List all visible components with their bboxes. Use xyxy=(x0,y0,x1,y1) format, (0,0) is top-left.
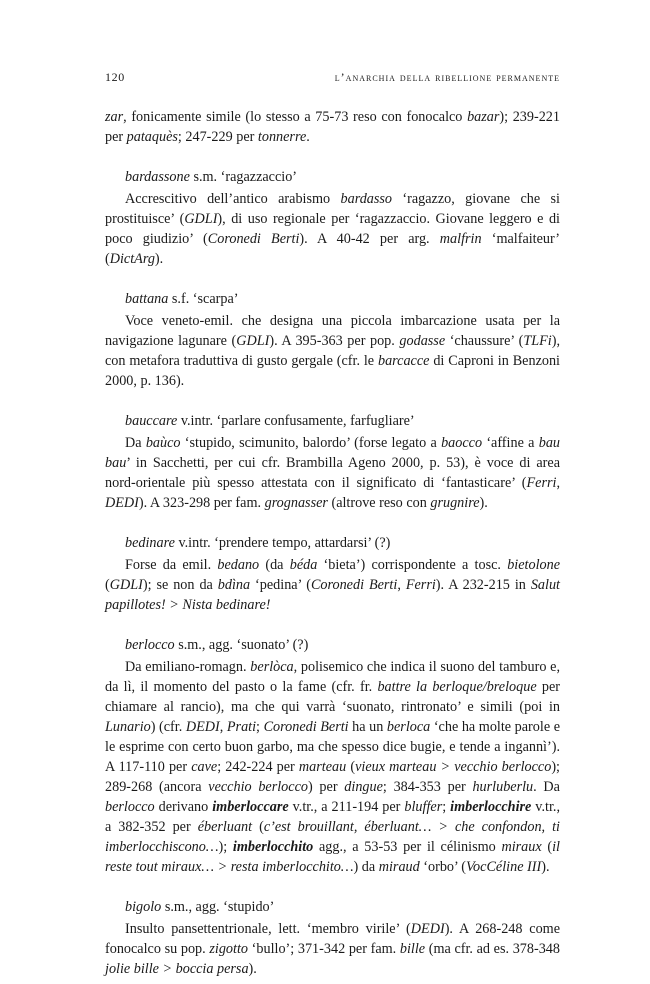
text-run: ). xyxy=(541,859,550,875)
glossary-entry xyxy=(105,411,560,513)
emphasis-text: tonnerre xyxy=(257,129,307,145)
entry-headword-line xyxy=(125,411,560,431)
emphasis-text: berlòca xyxy=(250,659,294,675)
text-run: ; 247-229 per xyxy=(177,129,258,145)
emphasis-text: TLFi xyxy=(523,333,552,349)
text-run: s.m. ‘ragazzaccio’ xyxy=(189,169,298,185)
text-run: (altrove reso con xyxy=(327,495,431,511)
emphasis-text: bedano xyxy=(217,557,260,573)
text-run: Insulto pansettentrionale, lett. ‘membro virile’ ( xyxy=(125,921,411,937)
text-run: ). xyxy=(479,495,488,511)
emphasis-text: bluffer xyxy=(404,799,443,815)
text-run: v.intr. ‘prendere tempo, attardarsi’ (?) xyxy=(174,535,391,551)
text-run: Da xyxy=(125,435,146,451)
text-run: ). A 232-215 in xyxy=(435,577,531,593)
text-run: , fonicamente simile (lo stesso a 75-73 reso con fonocalco xyxy=(123,109,468,125)
emphasis-text: zar xyxy=(105,109,124,125)
emphasis-text: Coronedi Berti xyxy=(263,719,349,735)
text-run: per chiamare al rancio), ma che qui varrà ‘suonato, rintronato’ e simili (poi in xyxy=(105,679,560,715)
text-run: ( xyxy=(252,819,264,835)
text-run: ; xyxy=(442,799,451,815)
emphasis-text: bauccare xyxy=(125,413,178,429)
text-run: ‘ragazzo, giovane che si prostituisce’ ( xyxy=(105,191,560,227)
text-run: ‘che ha molte parole e le esprime con certo buon garbo, ma che spesso dice bugie, e tende a ingannì’). A 117-110 per xyxy=(105,719,560,775)
text-run: derivano xyxy=(154,799,213,815)
text-run: ), di uso regionale per ‘ragazzaccio. Giovane leggero e di poco giudizio’ ( xyxy=(105,211,560,247)
text-run: s.m., agg. ‘suonato’ (?) xyxy=(174,637,309,653)
entry-definition xyxy=(105,433,560,513)
page-number: 120 xyxy=(105,70,125,84)
text-run: ). xyxy=(248,961,257,977)
text-run: (ma cfr. ad es. 378-348 xyxy=(425,941,560,957)
entry-headword-line xyxy=(125,533,560,553)
emphasis-text: zigotto xyxy=(209,941,248,957)
text-run: ). A 268-248 come fonocalco su pop. xyxy=(105,921,560,957)
emphasis-text: baùco xyxy=(145,435,181,451)
text-run: agg., a 53-53 per il célinismo xyxy=(313,839,502,855)
entry-headword-line xyxy=(125,289,560,309)
text-run: v.intr. ‘parlare confusamente, farfugliare’ xyxy=(177,413,415,429)
emphasis-text: bdìna xyxy=(217,577,251,593)
emphasis-text: berlocco xyxy=(125,637,175,653)
text-run: s.m., agg. ‘stupido’ xyxy=(161,899,275,915)
emphasis-text: battre la berloque/breloque xyxy=(377,679,537,695)
running-title: l’anarchia della ribellione permanente xyxy=(334,70,560,84)
text-run: (da xyxy=(259,557,290,573)
text-run: ); se non da xyxy=(142,577,218,593)
text-run: ; xyxy=(256,719,264,735)
emphasis-text: bazar xyxy=(467,109,500,125)
text-run: ); 289-268 (ancora xyxy=(105,759,560,795)
glossary-entries xyxy=(105,167,560,979)
entry-definition xyxy=(105,311,560,391)
emphasis-text: DEDI xyxy=(185,719,220,735)
emphasis-text: Coronedi Berti xyxy=(310,577,398,593)
entry-headword-line xyxy=(125,635,560,655)
emphasis-text: imberloccare xyxy=(212,799,289,815)
text-run: ) per xyxy=(307,779,345,795)
text-run: v.tr., a 211-194 per xyxy=(288,799,405,815)
emphasis-text: dingue xyxy=(344,779,383,795)
glossary-entry xyxy=(105,897,560,979)
text-run: ). xyxy=(154,251,164,267)
emphasis-text: DEDI xyxy=(410,921,445,937)
emphasis-text: GDLI xyxy=(184,211,218,227)
emphasis-text: bardasso xyxy=(340,191,393,207)
emphasis-text: DictArg xyxy=(109,251,155,267)
emphasis-text: grognasser xyxy=(264,495,328,511)
glossary-entry xyxy=(105,167,560,269)
emphasis-text: malfrin xyxy=(439,231,482,247)
emphasis-text: godasse xyxy=(399,333,446,349)
body-text xyxy=(105,107,560,979)
text-run: s.f. ‘scarpa’ xyxy=(168,291,239,307)
emphasis-text: Coronedi Berti xyxy=(207,231,300,247)
text-run: ) da xyxy=(353,859,379,875)
emphasis-text: grugnire xyxy=(430,495,480,511)
emphasis-text: bau bau xyxy=(105,435,560,471)
text-run: ( xyxy=(105,577,110,593)
text-run: Accrescitivo dell’antico arabismo xyxy=(125,191,341,207)
text-run: ); xyxy=(218,839,233,855)
emphasis-text: battana xyxy=(125,291,169,307)
emphasis-text: DEDI xyxy=(105,495,139,511)
text-run: ; 384-353 per xyxy=(382,779,473,795)
emphasis-text: Salut papillotes! > Nista bedinare! xyxy=(105,577,560,613)
text-run: di Caproni in Benzoni 2000, p. 136). xyxy=(105,353,560,389)
emphasis-text: baocco xyxy=(441,435,483,451)
text-run: ‘chaussure’ ( xyxy=(445,333,524,349)
opening-paragraph xyxy=(105,107,560,147)
text-run: ). A 40-42 per arg. xyxy=(299,231,440,247)
emphasis-text: c’est brouillant, éberluant… > che confondon, ti imberlocchiscono… xyxy=(105,819,560,855)
text-run: ). A 323-298 per fam. xyxy=(138,495,265,511)
emphasis-text: Ferri xyxy=(405,577,436,593)
emphasis-text: éberluant xyxy=(197,819,253,835)
emphasis-text: bille xyxy=(399,941,426,957)
entry-headword-line xyxy=(125,167,560,187)
emphasis-text: jolie bille > boccia persa xyxy=(105,961,249,977)
text-run: ). A 395-363 per pop. xyxy=(269,333,400,349)
emphasis-text: marteau xyxy=(298,759,347,775)
emphasis-text: barcacce xyxy=(377,353,430,369)
emphasis-text: GDLI xyxy=(236,333,270,349)
emphasis-text: Ferri xyxy=(526,475,557,491)
text-run: , xyxy=(556,475,560,491)
emphasis-text: béda xyxy=(289,557,318,573)
text-run: ( xyxy=(541,839,553,855)
text-run: Voce veneto-emil. che designa una piccola imbarcazione usata per la navigazione lagunare ( xyxy=(105,313,560,349)
emphasis-text: bedinare xyxy=(125,535,175,551)
emphasis-text: miraud xyxy=(378,859,420,875)
entry-definition xyxy=(105,657,560,877)
glossary-entry xyxy=(105,533,560,615)
text-run: ‘stupido, scimunito, balordo’ (forse legato a xyxy=(180,435,442,451)
emphasis-text: bardassone xyxy=(125,169,190,185)
emphasis-text: bigolo xyxy=(125,899,162,915)
emphasis-text: cave xyxy=(191,759,218,775)
text-run: . xyxy=(306,129,310,145)
emphasis-text: pataquès xyxy=(126,129,178,145)
emphasis-text: berlocco xyxy=(105,799,155,815)
text-run: ) (cfr. xyxy=(150,719,186,735)
text-run: Da emiliano-romagn. xyxy=(125,659,251,675)
text-run: ‘bullo’; 371-342 per fam. xyxy=(248,941,400,957)
text-run: ( xyxy=(346,759,356,775)
emphasis-text: imberlocchito xyxy=(232,839,314,855)
emphasis-text: Lunario xyxy=(105,719,151,735)
emphasis-text: berloca xyxy=(386,719,431,735)
text-run: ‘orbo’ ( xyxy=(419,859,466,875)
text-run: , xyxy=(397,577,406,593)
emphasis-text: vecchio berlocco xyxy=(208,779,308,795)
emphasis-text: bietolone xyxy=(507,557,560,573)
text-run: , xyxy=(219,719,227,735)
entry-definition xyxy=(105,555,560,615)
entry-definition xyxy=(105,919,560,979)
text-run: ), con metafora traduttiva di gusto gergale (cfr. le xyxy=(105,333,560,369)
emphasis-text: Prati xyxy=(226,719,257,735)
emphasis-text: hurluberlu xyxy=(472,779,534,795)
text-run: ‘pedina’ ( xyxy=(250,577,311,593)
emphasis-text: imberlocchire xyxy=(450,799,532,815)
emphasis-text: miraux xyxy=(501,839,542,855)
emphasis-text: vieux marteau > vecchio berlocco xyxy=(355,759,552,775)
text-run: . Da xyxy=(533,779,560,795)
text-run: ’ in Sacchetti, per cui cfr. Brambilla Ageno 2000, p. 53), è voce di area nord-orientale più spesso attestata con il significato di ‘fantasticare’ ( xyxy=(105,455,560,491)
text-run: ‘bieta’) corrispondente a tosc. xyxy=(317,557,508,573)
text-run: , polisemico che indica il suono del tamburo e, da lì, il momento del pasto o la fame (cfr. fr. xyxy=(105,659,560,695)
text-run: ‘malfaiteur’ ( xyxy=(105,231,560,267)
emphasis-text: GDLI xyxy=(109,577,143,593)
entry-definition xyxy=(105,189,560,269)
text-run: v.tr., a 382-352 per xyxy=(105,799,560,835)
text-run: ha un xyxy=(348,719,387,735)
text-run: ; 242-224 per xyxy=(217,759,299,775)
entry-headword-line xyxy=(125,897,560,917)
text-run: ); 239-221 per xyxy=(105,109,560,145)
text-run: Forse da emil. xyxy=(125,557,218,573)
text-run: ‘affine a xyxy=(482,435,539,451)
glossary-entry xyxy=(105,289,560,391)
emphasis-text: VocCéline III xyxy=(465,859,542,875)
glossary-entry xyxy=(105,635,560,877)
emphasis-text: il reste tout miraux… > resta imberlocchito… xyxy=(105,839,560,875)
